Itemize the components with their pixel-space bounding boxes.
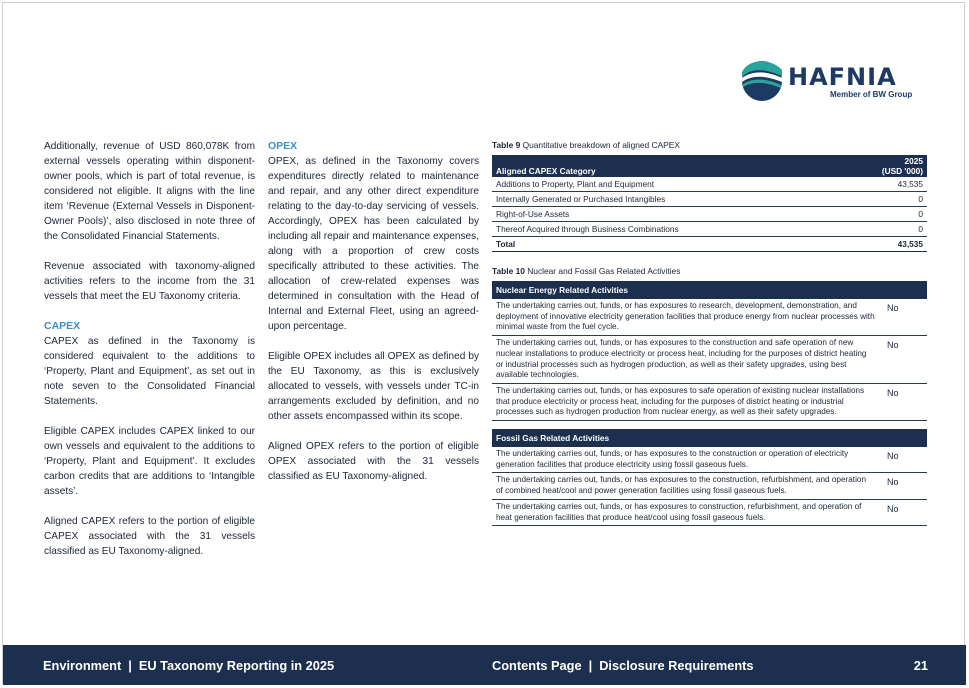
logo-wordmark: HAFNIA — [788, 63, 897, 91]
logo-subtitle: Member of BW Group — [830, 90, 913, 99]
table-row — [492, 192, 927, 207]
page-number: 21 — [913, 658, 928, 673]
activity-text: The undertaking carries out, funds, or has exposures to the construction, refurbishment, and operation of combined heat/cool and power generation facilities using fossil gaseous fuels. — [492, 473, 879, 499]
capex-definition-paragraph: CAPEX as defined in the Taxonomy is considered equivalent to the additions to ‘Property, Plant and Equipment’, as set out in note seven to the Consolidated Financial Statements. — [44, 336, 255, 407]
activity-answer: No — [879, 299, 927, 336]
footer-nav — [492, 658, 754, 673]
activity-text: The undertaking carries out, funds, or has exposures to the construction and safe operation of new nuclear installations to produce electricity or process heat, including for the purposes of district heating or industrial processes such as hydrogen production, as well as their safety upgrades, using best available technologies. — [492, 336, 879, 384]
fossil-section-heading: Fossil Gas Related Activities — [492, 429, 927, 447]
aligned-revenue-paragraph: Revenue associated with taxonomy-aligned activities refers to the income from the 31 vessels that meet the EU Taxonomy criteria. — [44, 261, 255, 302]
spacer-row — [492, 421, 927, 430]
table9-caption — [492, 140, 927, 151]
nuclear-section-heading: Nuclear Energy Related Activities — [492, 281, 927, 299]
opex-definition-paragraph: OPEX, as defined in the Taxonomy covers expenditures directly related to maintenance and repair, and any other direct expenditure relating to the day-to-day servicing of vessels. Accordingly, OPEX has been calculated by including all repair and maintenance expenses, along with a proportion of crew costs specifically attributed to these activities. The allocation of crew-related expenses was determined in consultation with the Head of Internal and External Fleet, using an agreed-upon percentage. — [268, 156, 479, 332]
row-value: 0 — [838, 192, 927, 207]
row-category: Additions to Property, Plant and Equipment — [492, 177, 838, 192]
aligned-opex-paragraph: Aligned OPEX refers to the portion of eligible OPEX associated with the 31 vessels classified as EU Taxonomy-aligned. — [268, 441, 479, 482]
capex-heading: CAPEX — [44, 320, 81, 332]
section-header-row — [492, 429, 927, 447]
row-category: Thereof Acquired through Business Combinations — [492, 222, 838, 237]
table-row — [492, 336, 927, 384]
revenue-paragraph: Additionally, revenue of USD 860,078K from external vessels operating within disponent-owner pools, which is part of total revenue, is considered not eligible. It aligns with the line item ‘Revenue (External Vessels in Disponent-Owner Pools)’, also disclosed in note three of the Consolidated Financial Statements. — [44, 141, 255, 242]
wave-globe-icon — [741, 60, 783, 102]
table9-label: Table 9 — [492, 140, 521, 150]
total-row — [492, 237, 927, 252]
eligible-capex-paragraph: Eligible CAPEX includes CAPEX linked to our own vessels and equivalent to the additions to ‘Property, Plant and Equipment’. It excludes carbon credits that are additions to ‘Intangible assets’. — [44, 426, 255, 497]
footer-breadcrumb — [43, 658, 334, 673]
activity-text: The undertaking carries out, funds, or has exposures to research, development, demonstration, and deployment of innovative electricity generation facilities that produce energy from nuclear processes with minimal waste from the fuel cycle. — [492, 299, 879, 336]
activity-answer: No — [879, 499, 927, 525]
table-row — [492, 177, 927, 192]
eligible-opex-paragraph: Eligible OPEX includes all OPEX as defined by the EU Taxonomy, as this is exclusively allocated to vessels, with vessels under TC-in arrangements excluded by definition, and no other assets encompassed within its scope. — [268, 351, 479, 422]
table-header-row — [492, 155, 927, 177]
aligned-capex-table — [492, 155, 927, 252]
activity-text: The undertaking carries out, funds, or has exposures to the construction or operation of electricity generation facilities that produce electricity using fossil gaseous fuels. — [492, 447, 879, 473]
column-header-category: Aligned CAPEX Category — [492, 155, 838, 177]
disclosure-requirements-link[interactable]: Disclosure Requirements — [599, 658, 754, 673]
section-header-row — [492, 281, 927, 299]
row-category: Internally Generated or Purchased Intangibles — [492, 192, 838, 207]
table-row — [492, 447, 927, 473]
table9-title: Quantitative breakdown of aligned CAPEX — [522, 140, 680, 150]
activity-answer: No — [879, 336, 927, 384]
activity-text: The undertaking carries out, funds, or has exposures to construction, refurbishment, and operation of heat generation facilities that produce heat/cool using fossil gaseous fuels. — [492, 499, 879, 525]
row-value: 0 — [838, 222, 927, 237]
total-label: Total — [492, 237, 838, 252]
table10-caption — [492, 266, 927, 277]
text-column-middle — [268, 139, 479, 484]
activity-answer: No — [879, 447, 927, 473]
table-row — [492, 473, 927, 499]
table-row — [492, 299, 927, 336]
tables-column — [492, 140, 927, 526]
company-logo — [741, 60, 927, 102]
nuclear-fossil-table — [492, 281, 927, 526]
footer-section: Environment — [43, 658, 122, 673]
footer-topic: EU Taxonomy Reporting in 2025 — [138, 658, 335, 673]
text-column-left — [44, 139, 255, 559]
table-row — [492, 383, 927, 420]
table-row — [492, 222, 927, 237]
footer-separator: | — [128, 658, 132, 673]
page-footer — [3, 645, 966, 685]
opex-heading: OPEX — [268, 140, 298, 152]
table10-title: Nuclear and Fossil Gas Related Activities — [527, 266, 681, 276]
activity-answer: No — [879, 383, 927, 420]
footer-separator: | — [588, 658, 593, 673]
activity-answer: No — [879, 473, 927, 499]
row-value: 43,535 — [838, 177, 927, 192]
table-row — [492, 499, 927, 525]
contents-page-link[interactable]: Contents Page — [492, 658, 582, 673]
column-header-year: 2025 (USD '000) — [838, 155, 927, 177]
table-row — [492, 207, 927, 222]
row-value: 0 — [838, 207, 927, 222]
total-value: 43,535 — [838, 237, 927, 252]
aligned-capex-paragraph: Aligned CAPEX refers to the portion of eligible CAPEX associated with the 31 vessels classified as EU Taxonomy-aligned. — [44, 516, 255, 557]
activity-text: The undertaking carries out, funds, or has exposures to safe operation of existing nuclear installations that produce electricity or process heat, including for the purposes of district heating or industrial processes such as hydrogen production from nuclear energy, as well as their safety upgrades. — [492, 383, 879, 420]
row-category: Right-of-Use Assets — [492, 207, 838, 222]
table10-label: Table 10 — [492, 266, 525, 276]
